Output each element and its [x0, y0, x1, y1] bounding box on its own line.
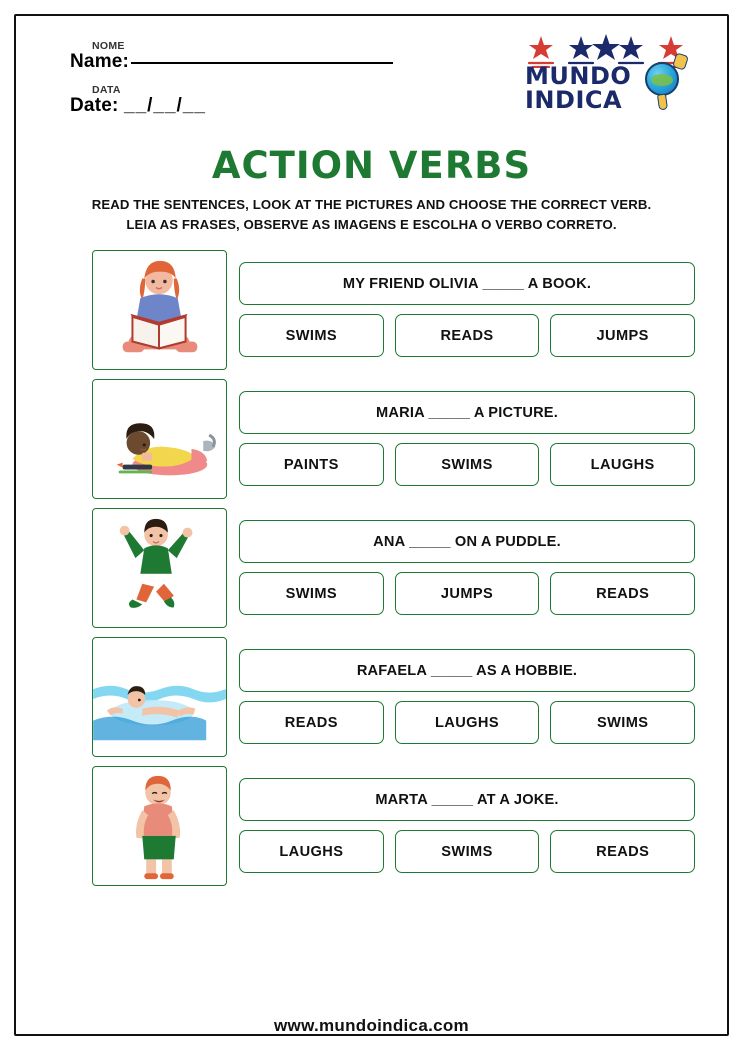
sentence-text: MARTA _____ AT A JOKE. — [239, 778, 695, 821]
option-group — [239, 314, 695, 357]
option-button[interactable]: PAINTS — [239, 443, 384, 486]
exercise-question — [239, 520, 695, 615]
exercise-row — [92, 766, 695, 886]
worksheet-header — [40, 32, 703, 140]
girl-jumping-icon — [92, 508, 227, 628]
option-button[interactable]: SWIMS — [239, 314, 384, 357]
option-button[interactable]: READS — [550, 830, 695, 873]
brand-line-2: INDICA — [525, 86, 623, 115]
option-button[interactable]: LAUGHS — [550, 443, 695, 486]
sentence-text: RAFAELA _____ AS A HOBBIE. — [239, 649, 695, 692]
date-label-pt: DATA — [92, 84, 121, 96]
girl-drawing-picture-icon — [92, 379, 227, 499]
option-button[interactable]: JUMPS — [395, 572, 540, 615]
option-button[interactable]: SWIMS — [395, 443, 540, 486]
option-button[interactable]: SWIMS — [550, 701, 695, 744]
exercise-question — [239, 649, 695, 744]
exercise-question — [239, 391, 695, 486]
exercise-row — [92, 250, 695, 370]
boy-swimming-icon — [92, 637, 227, 757]
exercise-list — [40, 250, 703, 886]
boy-laughing-icon — [92, 766, 227, 886]
option-button[interactable]: SWIMS — [239, 572, 384, 615]
exercise-question — [239, 778, 695, 873]
name-field[interactable] — [70, 52, 393, 72]
exercise-question — [239, 262, 695, 357]
date-field-block — [70, 84, 206, 116]
brand-name — [525, 64, 631, 113]
option-button[interactable]: LAUGHS — [239, 830, 384, 873]
exercise-row — [92, 508, 695, 628]
instructions-pt: LEIA AS FRASES, OBSERVE AS IMAGENS E ESCOLHA O VERBO CORRETO. — [126, 217, 617, 233]
name-label: Name: — [70, 51, 130, 72]
option-group — [239, 830, 695, 873]
name-write-line[interactable] — [131, 62, 393, 64]
option-button[interactable]: LAUGHS — [395, 701, 540, 744]
option-button[interactable]: READS — [395, 314, 540, 357]
brand-line-1: MUNDO — [525, 62, 632, 90]
date-field[interactable] — [70, 96, 206, 116]
option-group — [239, 572, 695, 615]
exercise-row — [92, 637, 695, 757]
exercise-row — [92, 379, 695, 499]
name-label-pt: NOME — [92, 40, 125, 52]
girl-reading-book-icon — [92, 250, 227, 370]
option-button[interactable]: READS — [550, 572, 695, 615]
date-value[interactable]: __/__/__ — [124, 95, 206, 116]
name-field-block — [70, 40, 393, 72]
option-button[interactable]: SWIMS — [395, 830, 540, 873]
option-button[interactable]: JUMPS — [550, 314, 695, 357]
sentence-text: MARIA _____ A PICTURE. — [239, 391, 695, 434]
option-group — [239, 443, 695, 486]
option-group — [239, 701, 695, 744]
globe-leg-icon — [657, 93, 668, 110]
brand-logo — [507, 32, 697, 136]
date-label: Date: — [70, 95, 119, 116]
option-button[interactable]: READS — [239, 701, 384, 744]
footer-website[interactable]: www.mundoindica.com — [274, 1016, 469, 1035]
page-title: ACTION VERBS — [211, 144, 532, 187]
sentence-text: MY FRIEND OLIVIA _____ A BOOK. — [239, 262, 695, 305]
instructions — [40, 195, 703, 236]
instructions-en: READ THE SENTENCES, LOOK AT THE PICTURES AND CHOOSE THE CORRECT VERB. — [91, 197, 652, 212]
sentence-text: ANA _____ ON A PUDDLE. — [239, 520, 695, 563]
